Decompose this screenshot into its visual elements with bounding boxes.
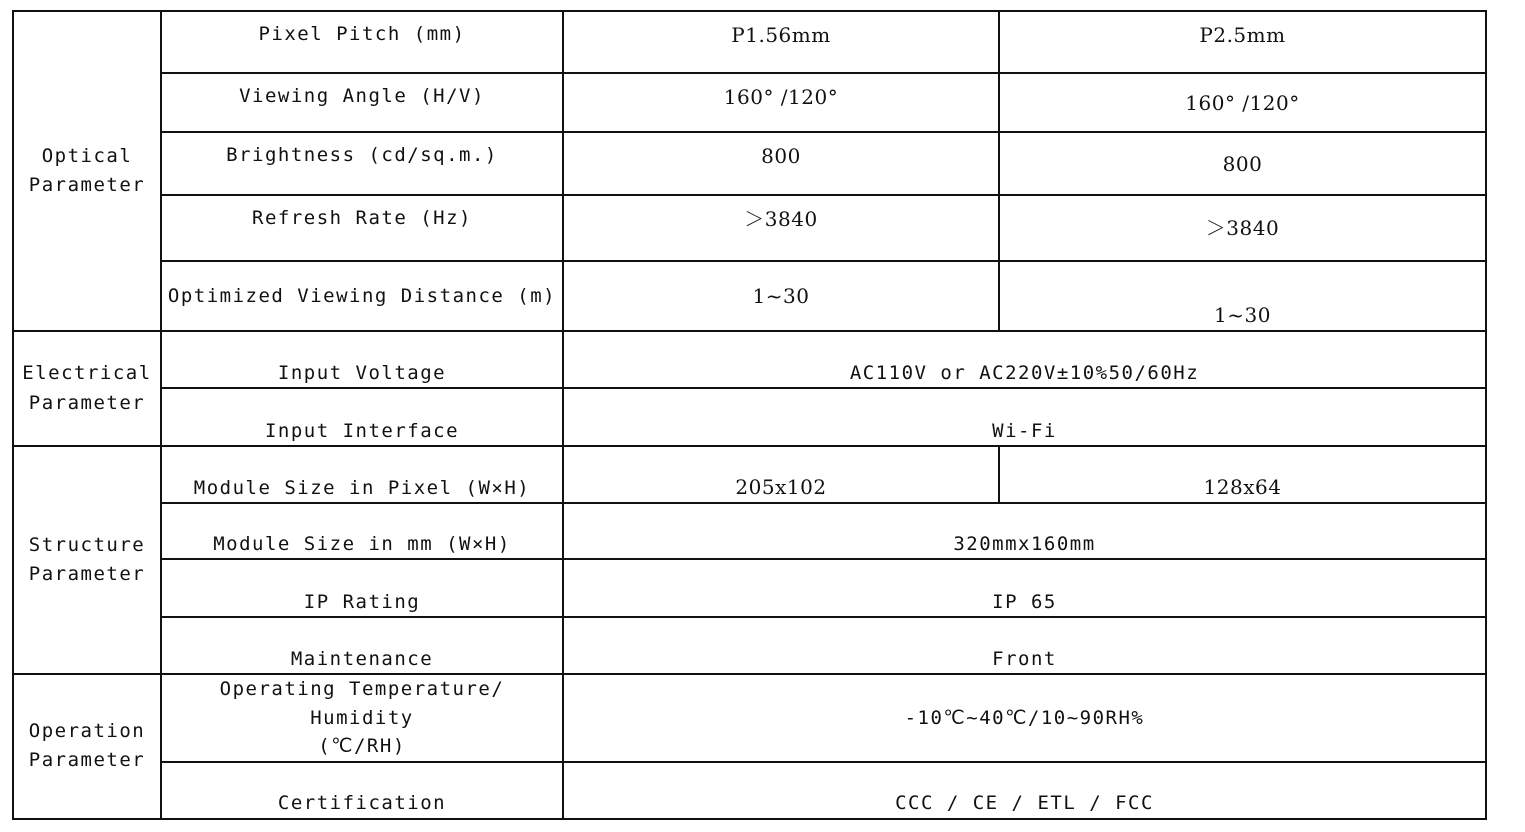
cell-input-voltage: AC110V or AC220V±10%50/60Hz (563, 331, 1486, 388)
table-row (13, 132, 1486, 195)
cell-brightness-p156: 800 (563, 132, 999, 195)
cell-viewing-angle-p156: 160° /120° (563, 73, 999, 132)
spec-table (12, 10, 1487, 820)
table-row (13, 446, 1486, 503)
row-label-input-interface: Input Interface (161, 388, 563, 446)
group-label-line: Structure (28, 533, 146, 556)
cell-module-size-pixel-p25: 128x64 (999, 446, 1486, 503)
cell-module-size-mm: 320mmx160mm (563, 503, 1486, 559)
group-label-line: Parameter (28, 174, 146, 196)
table-row (13, 617, 1486, 674)
group-label-line: Parameter (28, 563, 146, 585)
row-label-operating-temp (161, 674, 563, 762)
table-row (13, 674, 1486, 762)
cell-viewing-angle-p25: 160° /120° (999, 73, 1486, 132)
row-label-input-voltage: Input Voltage (161, 331, 563, 388)
cell-maintenance: Front (563, 617, 1486, 674)
table-row (13, 11, 1486, 73)
cell-module-size-pixel-p156: 205x102 (563, 446, 999, 503)
group-label-line: Electrical (22, 362, 152, 385)
table-row (13, 73, 1486, 132)
table-row (13, 388, 1486, 446)
group-label-line: Optical (41, 144, 133, 167)
table-row (13, 503, 1486, 559)
row-label-refresh-rate: Refresh Rate (Hz) (161, 195, 563, 261)
cell-certification: CCC / CE / ETL / FCC (563, 762, 1486, 819)
row-label-line: Operating Temperature/ Humidity (219, 678, 505, 729)
cell-viewing-distance-p156: 1~30 (563, 261, 999, 331)
row-label-viewing-distance: Optimized Viewing Distance (m) (161, 261, 563, 331)
cell-refresh-rate-p25: ＞3840 (999, 195, 1486, 261)
row-label-module-size-pixel: Module Size in Pixel (W×H) (161, 446, 563, 503)
cell-brightness-p25: 800 (999, 132, 1486, 195)
row-label-certification: Certification (161, 762, 563, 819)
group-electrical (13, 331, 161, 446)
row-label-maintenance: Maintenance (161, 617, 563, 674)
cell-refresh-rate-p156: ＞3840 (563, 195, 999, 261)
table-row (13, 762, 1486, 819)
table-row (13, 261, 1486, 331)
group-label-line: Parameter (28, 391, 146, 414)
row-label-module-size-mm: Module Size in mm (W×H) (161, 503, 563, 559)
group-optical (13, 11, 161, 331)
group-label-line: Operation (28, 719, 146, 742)
cell-pixel-pitch-p25: P2.5mm (999, 11, 1486, 73)
cell-viewing-distance-p25: 1~30 (999, 261, 1486, 331)
group-label-line: Parameter (28, 749, 146, 772)
row-label-viewing-angle: Viewing Angle (H/V) (161, 73, 563, 132)
cell-input-interface: Wi-Fi (563, 388, 1486, 446)
table-row (13, 195, 1486, 261)
table-row (13, 331, 1486, 388)
cell-pixel-pitch-p156: P1.56mm (563, 11, 999, 73)
cell-operating-temp: -10℃~40℃/10~90RH% (563, 674, 1486, 762)
table-row (13, 559, 1486, 617)
cell-ip-rating: IP 65 (563, 559, 1486, 617)
row-label-line: (℃/RH) (318, 735, 406, 757)
group-operation (13, 674, 161, 819)
row-label-brightness: Brightness (cd/sq.m.) (161, 132, 563, 195)
row-label-pixel-pitch: Pixel Pitch (mm) (161, 11, 563, 73)
row-label-ip-rating: IP Rating (161, 559, 563, 617)
group-structure (13, 446, 161, 674)
